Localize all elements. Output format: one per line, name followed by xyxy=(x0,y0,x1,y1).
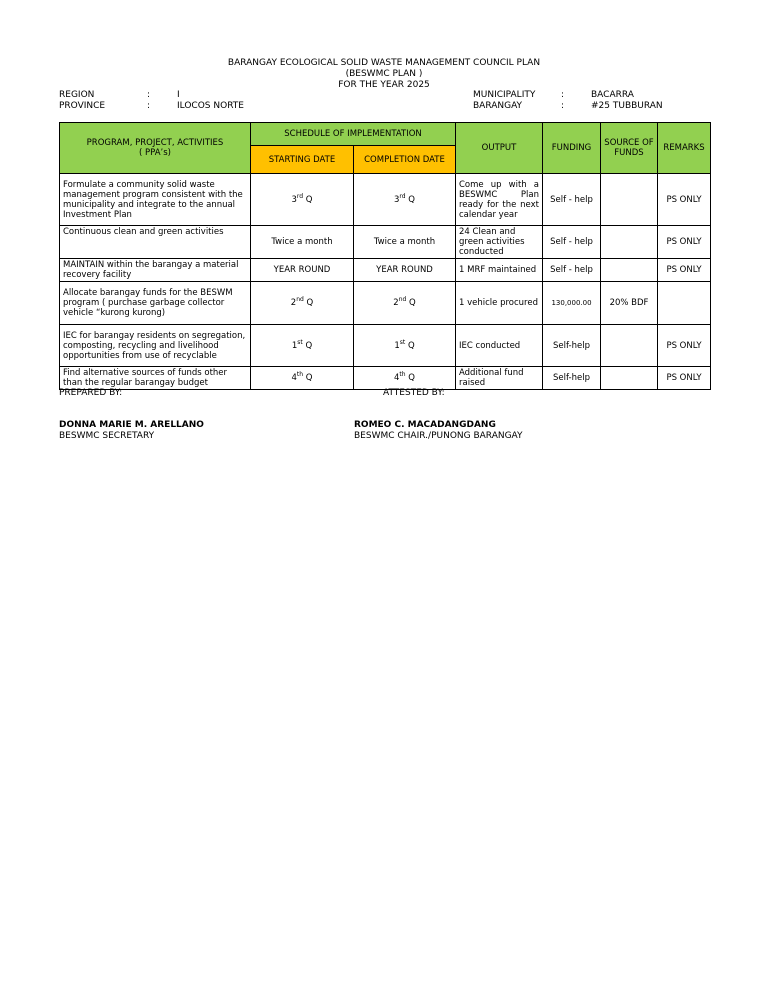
funding-cell: Self-help xyxy=(543,325,601,367)
remarks-cell: PS ONLY xyxy=(658,259,711,282)
ppa-cell: Allocate barangay funds for the BESWM program ( purchase garbage collector vehicle “kurong kurong) xyxy=(60,282,251,325)
start-ordinal: th xyxy=(296,371,304,379)
starting-date-header: STARTING DATE xyxy=(251,146,354,174)
ppa-header-label: PROGRAM, PROJECT, ACTIVITIES xyxy=(86,138,224,148)
attested-name: ROMEO C. MACADANGDANG xyxy=(354,420,496,430)
header-row-1 xyxy=(60,123,711,146)
prepared-title: BESWMC SECRETARY xyxy=(59,431,155,441)
table-row xyxy=(60,174,711,226)
barangay-value: #25 TUBBURAN xyxy=(591,101,663,111)
start-q: Q xyxy=(302,340,313,351)
table-row xyxy=(60,282,711,325)
start-cell xyxy=(251,367,354,390)
municipality-value: BACARRA xyxy=(591,90,634,100)
output-cell: Additional fund raised xyxy=(456,367,543,390)
ppa-cell: IEC for barangay residents on segregation, composting, recycling and livelihood opportunities from use of recyclable xyxy=(60,325,251,367)
prepared-by-label: PREPARED BY: xyxy=(59,388,123,398)
source-cell: 20% BDF xyxy=(601,282,658,325)
end-q: Q xyxy=(406,298,416,308)
funding-cell: 130,000.00 xyxy=(543,282,601,325)
ppa-header-sub: ( PPA’s) xyxy=(139,148,171,158)
source-cell xyxy=(601,226,658,259)
source-cell xyxy=(601,259,658,282)
source-header: SOURCE OF FUNDS xyxy=(601,123,658,174)
plan-subtitle: (BESWMC PLAN ) xyxy=(345,69,423,79)
region-colon: : xyxy=(147,90,151,100)
end-cell xyxy=(354,367,456,390)
output-cell: Come up with a BESWMC Plan ready for the next calendar year xyxy=(456,174,543,226)
end-ordinal: st xyxy=(399,338,406,346)
funding-cell: Self - help xyxy=(543,226,601,259)
table-row xyxy=(60,259,711,282)
source-cell xyxy=(601,367,658,390)
ppa-cell: Formulate a community solid waste management program consistent with the municipality and integrate to the annual Investment Plan xyxy=(60,174,251,226)
end-num: 3 xyxy=(394,194,400,205)
plan-table xyxy=(59,122,711,390)
funding-cell: Self - help xyxy=(543,174,601,226)
end-q: Q xyxy=(405,194,415,205)
remarks-cell: PS ONLY xyxy=(658,226,711,259)
end-cell xyxy=(354,282,456,325)
start-num: 4 xyxy=(291,373,297,383)
start-cell xyxy=(251,282,354,325)
attested-by-label: ATTESTED BY: xyxy=(383,388,445,398)
start-ordinal: nd xyxy=(296,296,304,304)
region-label: REGION xyxy=(59,90,95,100)
ppa-header xyxy=(60,123,251,174)
remarks-cell xyxy=(658,282,711,325)
end-ordinal: nd xyxy=(398,296,407,304)
source-cell xyxy=(601,174,658,226)
remarks-cell: PS ONLY xyxy=(658,367,711,390)
table-row xyxy=(60,226,711,259)
ppa-cell: Find alternative sources of funds other than the regular barangay budget xyxy=(60,367,251,390)
plan-year: FOR THE YEAR 2025 xyxy=(338,80,430,90)
remarks-cell: PS ONLY xyxy=(658,325,711,367)
end-cell: YEAR ROUND xyxy=(354,259,456,282)
table-row xyxy=(60,325,711,367)
start-cell: Twice a month xyxy=(251,226,354,259)
end-ordinal: th xyxy=(399,371,406,379)
ppa-cell: MAINTAIN within the barangay a material recovery facility xyxy=(60,259,251,282)
end-cell xyxy=(354,174,456,226)
funding-cell: Self-help xyxy=(543,367,601,390)
remarks-header: REMARKS xyxy=(658,123,711,174)
start-cell xyxy=(251,325,354,367)
prepared-name: DONNA MARIE M. ARELLANO xyxy=(59,420,204,430)
output-cell: IEC conducted xyxy=(456,325,543,367)
output-cell: 24 Clean and green activities conducted xyxy=(456,226,543,259)
municipality-label: MUNICIPALITY xyxy=(473,90,536,100)
start-q: Q xyxy=(303,194,313,205)
end-num: 4 xyxy=(394,373,400,383)
start-cell xyxy=(251,174,354,226)
start-q: Q xyxy=(303,298,314,308)
schedule-header: SCHEDULE OF IMPLEMENTATION xyxy=(251,123,456,146)
completion-date-header: COMPLETION DATE xyxy=(354,146,456,174)
end-num: 1 xyxy=(394,340,400,351)
end-q: Q xyxy=(405,373,415,383)
end-num: 2 xyxy=(393,298,399,308)
source-cell xyxy=(601,325,658,367)
plan-title: BARANGAY ECOLOGICAL SOLID WASTE MANAGEMENT COUNCIL PLAN xyxy=(227,58,541,68)
attested-title: BESWMC CHAIR./PUNONG BARANGAY xyxy=(354,431,523,441)
output-header: OUTPUT xyxy=(456,123,543,174)
barangay-label: BARANGAY xyxy=(473,101,523,111)
start-num: 1 xyxy=(291,340,298,351)
end-ordinal: rd xyxy=(399,192,406,200)
start-q: Q xyxy=(303,373,313,383)
remarks-cell: PS ONLY xyxy=(658,174,711,226)
output-cell: 1 vehicle procured xyxy=(456,282,543,325)
ppa-cell: Continuous clean and green activities xyxy=(60,226,251,259)
funding-cell: Self - help xyxy=(543,259,601,282)
start-num: 2 xyxy=(290,298,297,308)
region-value: I xyxy=(177,90,180,100)
end-q: Q xyxy=(405,340,415,351)
start-ordinal: st xyxy=(297,338,303,346)
municipality-colon: : xyxy=(561,90,565,100)
start-cell: YEAR ROUND xyxy=(251,259,354,282)
funding-header: FUNDING xyxy=(543,123,601,174)
end-cell xyxy=(354,325,456,367)
start-ordinal: rd xyxy=(296,192,304,200)
province-value: ILOCOS NORTE xyxy=(177,101,244,111)
table-row xyxy=(60,367,711,390)
barangay-colon: : xyxy=(561,101,565,111)
start-num: 3 xyxy=(291,194,297,205)
province-label: PROVINCE xyxy=(59,101,106,111)
output-cell: 1 MRF maintained xyxy=(456,259,543,282)
end-cell: Twice a month xyxy=(354,226,456,259)
province-colon: : xyxy=(147,101,151,111)
